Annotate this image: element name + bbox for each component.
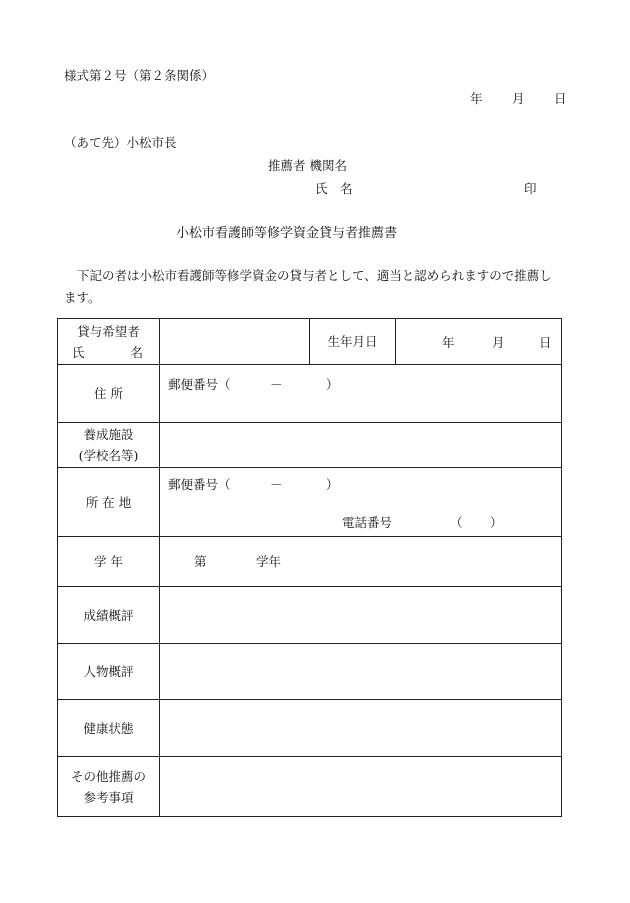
other-notes-label-line1: その他推薦の bbox=[70, 768, 146, 784]
recommender-org-label: 推薦者 機関名 bbox=[268, 158, 347, 173]
birthdate-label: 生年月日 bbox=[310, 319, 396, 365]
phone-label: 電話番号 bbox=[342, 515, 393, 530]
location-postal-close: ） bbox=[326, 477, 339, 492]
applicant-label-mei: 名 bbox=[130, 344, 143, 360]
table-row bbox=[58, 319, 562, 365]
grade-field[interactable] bbox=[160, 537, 562, 587]
other-notes-field[interactable] bbox=[160, 757, 562, 817]
address-postal-dash: － bbox=[270, 377, 283, 392]
form-number: 様式第２号（第２条関係） bbox=[64, 68, 215, 83]
date-month: 月 bbox=[512, 91, 525, 106]
table-row bbox=[58, 423, 562, 468]
health-field[interactable] bbox=[160, 700, 562, 757]
table-row bbox=[58, 700, 562, 757]
table-row bbox=[58, 587, 562, 644]
location-field[interactable] bbox=[160, 468, 562, 537]
location-postal-label: 郵便番号（ bbox=[168, 477, 231, 492]
health-label: 健康状態 bbox=[58, 700, 160, 757]
table-row bbox=[58, 468, 562, 537]
addressee: （あて先）小松市長 bbox=[64, 135, 177, 150]
address-label: 住 所 bbox=[58, 365, 160, 423]
character-eval-label: 人物概評 bbox=[58, 644, 160, 700]
location-postal-dash: － bbox=[270, 477, 283, 492]
date-year: 年 bbox=[470, 91, 483, 106]
school-label-cell bbox=[58, 423, 160, 468]
recommendation-table bbox=[57, 318, 562, 817]
other-notes-label-cell bbox=[58, 757, 160, 817]
seal-mark: 印 bbox=[524, 181, 537, 196]
intro-text: 下記の者は小松市看護師等修学資金の貸与者として、適当と認められますので推薦します。 bbox=[64, 268, 552, 305]
birth-day: 日 bbox=[539, 335, 552, 350]
table-row bbox=[58, 365, 562, 423]
birth-year: 年 bbox=[442, 335, 455, 350]
address-field[interactable] bbox=[160, 365, 562, 423]
school-label-line1: 養成施設 bbox=[83, 427, 134, 442]
other-notes-label-line2: 参考事項 bbox=[83, 789, 134, 805]
grade-label: 学 年 bbox=[58, 537, 160, 587]
phone-paren-open: （ bbox=[450, 515, 463, 530]
table-row bbox=[58, 757, 562, 817]
grades-eval-field[interactable] bbox=[160, 587, 562, 644]
birth-month: 月 bbox=[492, 335, 505, 350]
school-name-field[interactable] bbox=[160, 423, 562, 468]
date-day: 日 bbox=[554, 91, 567, 106]
grade-prefix: 第 bbox=[194, 554, 207, 569]
applicant-name-field[interactable] bbox=[160, 319, 310, 365]
address-postal-label: 郵便番号（ bbox=[168, 377, 231, 392]
document-title: 小松市看護師等修学資金貸与者推薦書 bbox=[176, 226, 398, 241]
grade-suffix: 学年 bbox=[256, 554, 282, 569]
school-label-line2: (学校名等) bbox=[78, 448, 139, 463]
table-row bbox=[58, 537, 562, 587]
birthdate-field[interactable] bbox=[396, 319, 562, 365]
phone-paren-close: ） bbox=[490, 515, 503, 530]
applicant-label-line2 bbox=[58, 342, 159, 363]
grades-eval-label: 成績概評 bbox=[58, 587, 160, 644]
table-row bbox=[58, 644, 562, 700]
applicant-label-shi: 氏 bbox=[72, 344, 85, 360]
recommender-name-label: 氏 名 bbox=[315, 181, 353, 196]
location-label: 所 在 地 bbox=[58, 468, 160, 537]
address-postal-close: ） bbox=[326, 377, 339, 392]
character-eval-field[interactable] bbox=[160, 644, 562, 700]
applicant-label-line1: 貸与希望者 bbox=[77, 323, 140, 339]
applicant-label-cell bbox=[58, 319, 160, 365]
